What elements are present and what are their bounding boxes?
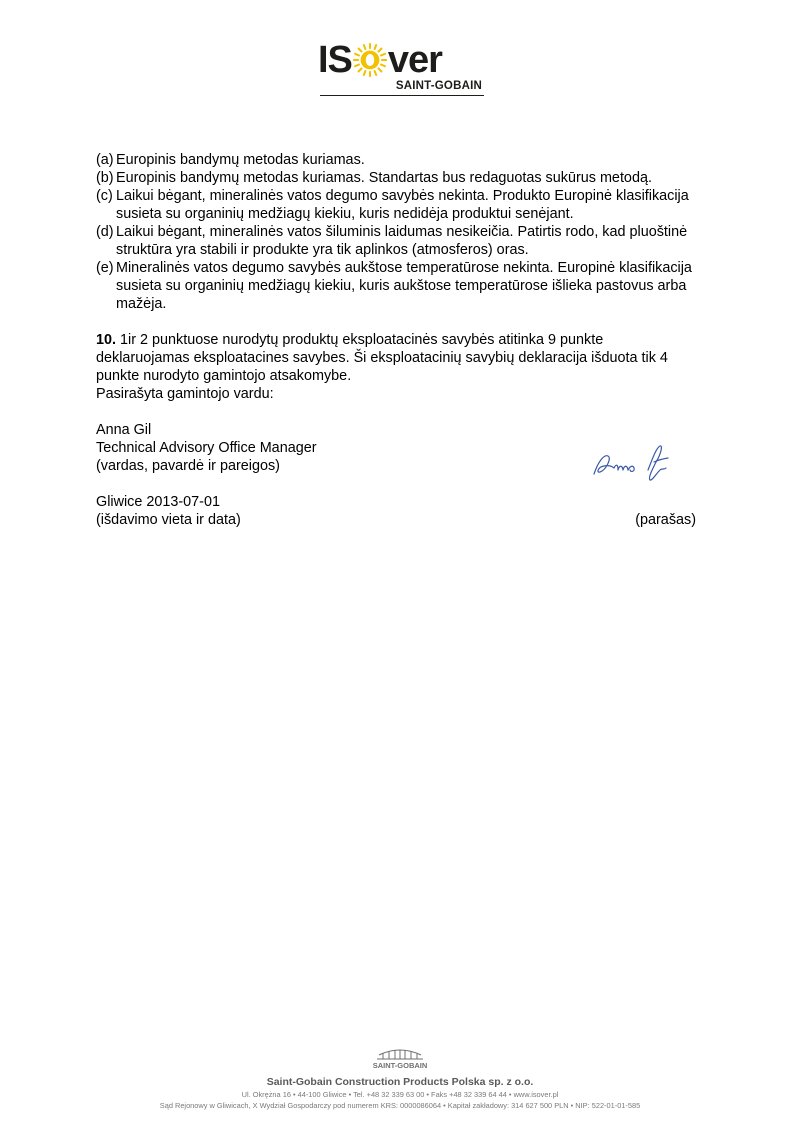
signed-on-behalf: Pasirašyta gamintojo vardu: <box>96 386 274 402</box>
footer-address: Ul. Okrężna 16 • 44-100 Gliwice • Tel. +48 32 339 63 00 • Faks +48 32 339 64 44 • www.isover.pl <box>241 1090 559 1099</box>
note-text: Laikui bėgant, mineralinės vatos šiluminis laidumas nesikeičia. Patirtis rodo, kad pluoštinė struktūra yra stabili ir produkte yra tik aplinkos (atmosferos) oras. <box>116 224 688 258</box>
note-text: Europinis bandymų metodas kuriamas. <box>116 152 365 168</box>
note-text: Laikui bėgant, mineralinės vatos degumo savybės nekinta. Produkto Europinė klasifikacija susieta su organinių medžiagų kiekiu, kuris nedidėja produktui senėjant. <box>116 188 689 222</box>
signatory-name: Anna Gil <box>96 422 152 438</box>
section-10-text: 1ir 2 punktuose nurodytų produktų eksploatacinės savybės atitinka 9 punkte deklaruojamas eksploatacines savybes. Ši eksploatacinių savybių deklaracija išduota tik 4 punkte nurodyto gamintojo atsakomybe. <box>96 332 668 384</box>
note-marker: (a) <box>96 152 114 168</box>
footer-company: Saint-Gobain Construction Products Polska sp. z o.o. <box>266 1076 534 1088</box>
logo-letters-right: ver <box>387 39 442 81</box>
note-item <box>96 223 696 259</box>
footer-registry: Sąd Rejonowy w Gliwicach, X Wydział Gospodarczy pod numerem KRS: 0000086064 • Kapitał zakładowy: 314 627 500 PLN • NIP: 522-01-01-585 <box>159 1101 641 1110</box>
signatory-caption: (vardas, pavardė ir pareigos) <box>96 458 280 474</box>
logo-underline <box>320 95 484 96</box>
note-marker: (b) <box>96 170 114 186</box>
signature-caption: (parašas) <box>635 512 696 528</box>
section-10-number: 10. <box>96 332 117 348</box>
handwritten-signature <box>590 440 685 484</box>
section-10 <box>96 331 696 385</box>
signatory-position: Technical Advisory Office Manager <box>96 440 317 456</box>
note-item <box>96 169 696 187</box>
note-item <box>96 259 696 313</box>
logo-wordmark <box>318 40 442 80</box>
note-item <box>96 187 696 223</box>
saint-gobain-logo <box>365 1043 435 1071</box>
issue-place-date-caption: (išdavimo vieta ir data) <box>96 512 241 528</box>
note-text: Mineralinės vatos degumo savybės aukštose temperatūrose nekinta. Europinė klasifikacija susieta su organinių medžiagų kiekiu, kuris aukštose temperatūrose išlieka pastovus arba mažėja. <box>116 260 692 312</box>
caption-row <box>96 511 696 529</box>
logo-subtitle: SAINT-GOBAIN <box>395 80 482 92</box>
note-text: Europinis bandymų metodas kuriamas. Standartas bus redaguotas sukūrus metodą. <box>116 170 652 186</box>
page-footer <box>0 1043 800 1111</box>
note-marker: (c) <box>96 188 113 204</box>
notes-list <box>96 151 696 313</box>
logo-letters-left: IS <box>318 39 352 81</box>
footer-logo-text: SAINT-GOBAIN <box>372 1061 428 1070</box>
issue-place-date: Gliwice 2013-07-01 <box>96 494 220 510</box>
note-marker: (e) <box>96 260 114 276</box>
isover-logo <box>318 40 486 98</box>
sun-o-icon <box>353 43 387 77</box>
note-marker: (d) <box>96 224 114 240</box>
note-item <box>96 151 696 169</box>
